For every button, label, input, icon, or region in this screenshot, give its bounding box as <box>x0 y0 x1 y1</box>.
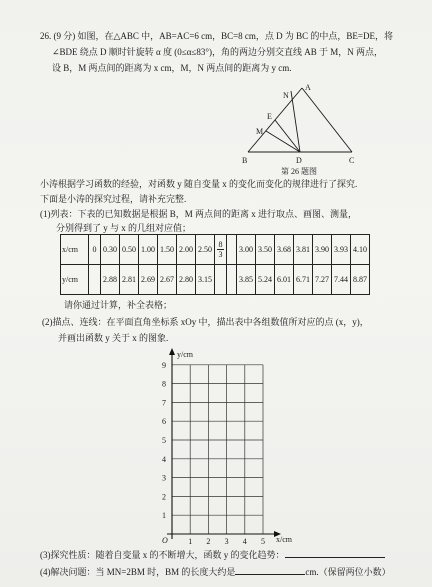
table-cell: 4.10 <box>351 235 370 265</box>
y-tick-label: 9 <box>162 360 166 370</box>
table-row <box>61 235 370 265</box>
part2-line: 并画出函数 y 关于 x 的图象. <box>58 333 169 343</box>
part1-line: (1)列表：下表的已知数据是根据 B，M 两点间的距离 x 进行取点、画图、测量， <box>40 209 358 219</box>
table-cell: 3.15 <box>196 265 215 295</box>
table-cell: 7.27 <box>313 265 332 295</box>
table-cell: 8.87 <box>351 265 370 295</box>
grid <box>172 365 263 534</box>
table-cell: 7.44 <box>332 265 351 295</box>
y-tick-label: 4 <box>162 454 166 464</box>
point-label-e: E <box>267 112 272 121</box>
table-cell: 1.50 <box>158 235 177 265</box>
table-cell: 2.88 <box>101 265 120 295</box>
table-cell: 2.69 <box>139 265 158 295</box>
part3-line <box>40 547 385 561</box>
fraction-numerator: 8 <box>218 240 223 249</box>
table-cell: 2.67 <box>158 265 177 295</box>
value-table <box>60 234 370 295</box>
coordinate-plane[interactable] <box>150 346 300 548</box>
table-cell: 0 <box>89 235 101 265</box>
question-stem-line: ∠BDE 绕点 D 顺时针旋转 α 度 (0≤α≤83°)，角的两边分别交直线 AB 于 M，N 两点， <box>52 47 383 57</box>
part3-text: (3)探究性质：随着自变量 x 的不断增大，函数 y 的变化趋势： <box>40 550 285 560</box>
tick-labels <box>162 361 265 546</box>
part1-line: 分别得到了 y 与 x 的几组对应值； <box>56 223 192 233</box>
part4-unit-note: cm.（保留两位小数） <box>305 567 391 577</box>
x-tick-label: 3 <box>224 537 229 546</box>
y-tick-label: 1 <box>162 511 166 521</box>
table-cell: 3.93 <box>332 235 351 265</box>
table-cell: 3.50 <box>256 235 275 265</box>
segment-dm <box>266 131 300 152</box>
y-tick-label: 7 <box>162 398 166 408</box>
table-cell: 2.81 <box>120 265 139 295</box>
y-tick-label: 8 <box>162 379 166 389</box>
axes <box>167 348 281 539</box>
point-label-c: C <box>349 156 355 165</box>
data-table-body <box>61 235 370 295</box>
y-axis-arrow <box>169 348 175 355</box>
x-tick-label: 4 <box>242 537 247 546</box>
y-axis-label: y/cm <box>177 350 193 359</box>
table-cell: 2.80 <box>177 265 196 295</box>
table-cell <box>215 235 227 265</box>
origin-label: O <box>162 536 168 545</box>
table-cell: 6.71 <box>294 265 313 295</box>
table-cell: 6.01 <box>275 265 294 295</box>
y-tick-label: 6 <box>162 417 166 427</box>
table-cell: 3.00 <box>237 235 256 265</box>
fraction-denominator: 3 <box>218 250 223 259</box>
table-cell: 2.50 <box>196 235 215 265</box>
table-prompt: 请你通过计算，补全表格； <box>64 300 173 310</box>
point-label-d: D <box>296 156 302 165</box>
answer-blank[interactable] <box>235 564 305 575</box>
table-cell: 0.30 <box>101 235 120 265</box>
question-stem-line: 设 B，M 两点间的距离为 x cm，M，N 两点间的距离为 y cm. <box>52 63 292 73</box>
answer-blank[interactable] <box>285 547 385 558</box>
table-cell: 3.90 <box>313 235 332 265</box>
y-tick-label: 2 <box>162 492 166 502</box>
part4-line <box>40 564 391 578</box>
table-cell <box>215 265 227 295</box>
intro-line: 下面是小涛的探究过程，请补充完整. <box>40 194 187 204</box>
part2-line: (2)描点、连线：在平面直角坐标系 xOy 中，描出表中各组数值所对应的点 (x，y)， <box>42 317 369 327</box>
point-label-a: A <box>305 83 311 92</box>
point-label-b: B <box>242 156 248 165</box>
row-header: y/cm <box>61 265 89 295</box>
intro-line: 小涛根据学习函数的经验，对函数 y 随自变量 x 的变化而变化的规律进行了探究. <box>40 179 358 189</box>
triangle-figure <box>236 78 376 166</box>
table-cell: 5.24 <box>256 265 275 295</box>
y-tick-label: 3 <box>162 473 166 483</box>
table-cell <box>227 265 237 295</box>
table-cell: 0.50 <box>120 235 139 265</box>
question-stem-line: 26. (9 分) 如图，在△ABC 中，AB=AC=6 cm，BC=8 cm，点 D 为 BC 的中点，BE=DE，将 <box>40 31 393 41</box>
table-cell <box>227 235 237 265</box>
figure-caption: 第 26 题图 <box>281 167 317 176</box>
point-label-m: M <box>256 127 264 136</box>
segment-ac <box>302 88 352 152</box>
x-tick-label: 2 <box>206 537 211 546</box>
part4-text: (4)解决问题：当 MN=2BM 时，BM 的长度大约是 <box>40 567 236 577</box>
row-header: x/cm <box>61 235 89 265</box>
point-label-n: N <box>283 91 289 100</box>
table-cell <box>89 265 101 295</box>
table-cell: 3.81 <box>294 235 313 265</box>
table-cell: 3.85 <box>237 265 256 295</box>
table-cell: 1.00 <box>139 235 158 265</box>
y-tick-label: 5 <box>162 436 166 445</box>
x-tick-label: 5 <box>261 537 265 546</box>
x-axis-label: x/cm <box>276 535 292 544</box>
table-cell: 3.68 <box>275 235 294 265</box>
x-tick-label: 1 <box>188 537 193 546</box>
table-row <box>61 265 370 295</box>
table-cell: 2.00 <box>177 235 196 265</box>
